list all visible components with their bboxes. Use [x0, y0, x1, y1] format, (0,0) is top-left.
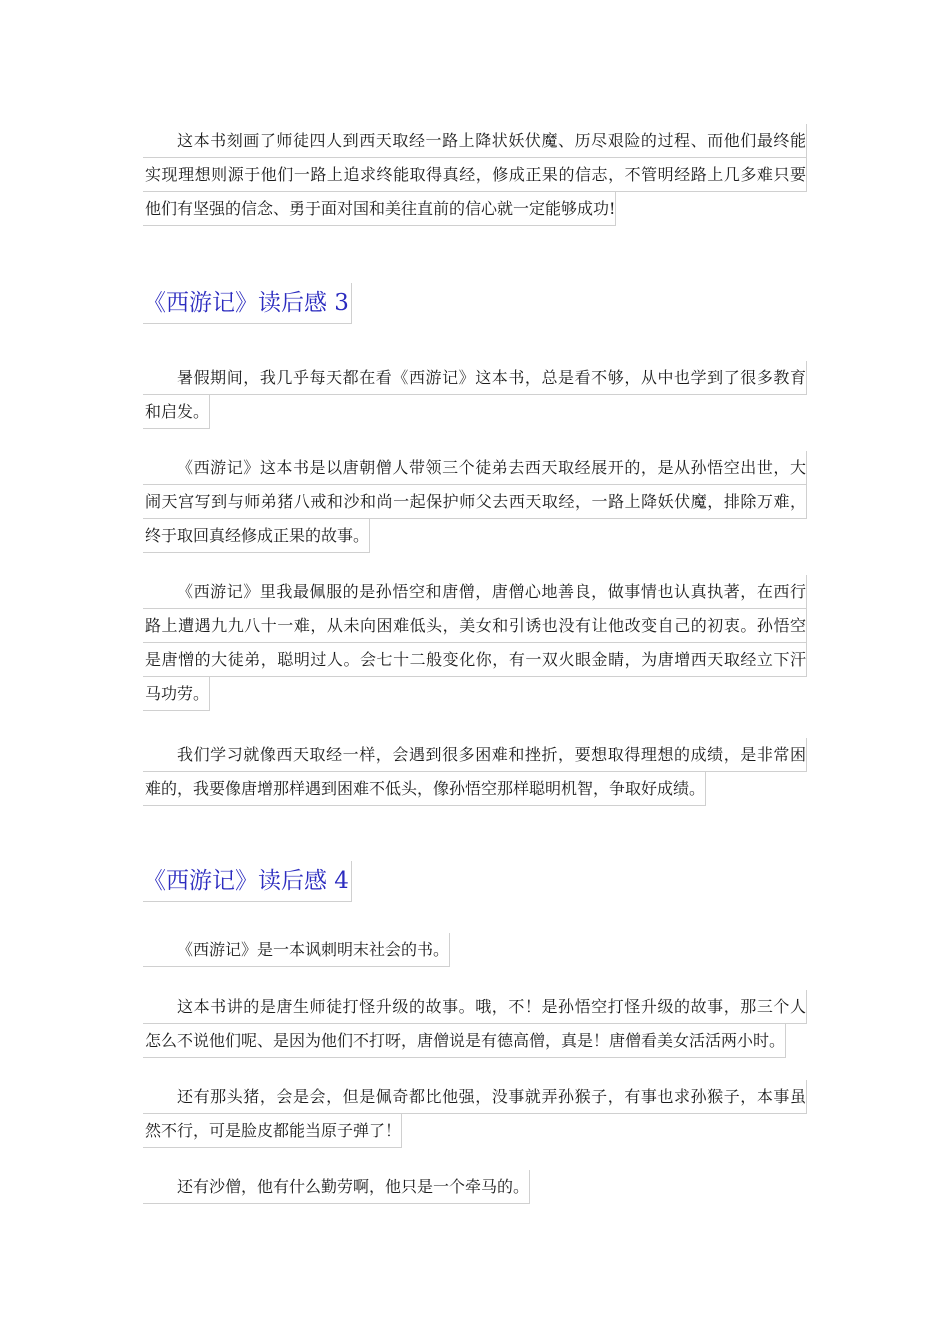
text-line: 然不行，可是脸皮都能当原子弹了！: [143, 1114, 402, 1148]
section-heading-4: 《西游记》读后感 4: [143, 861, 352, 902]
paragraph-4: [143, 575, 807, 723]
text-line: 他们有坚强的信念、勇于面对国和美往直前的信心就一定能够成功!: [143, 192, 616, 226]
text-line: 这本书刻画了师徒四人到西天取经一路上降状妖伏魔、历尽艰险的过程、而他们最终能: [143, 124, 807, 158]
paragraph-5: [143, 738, 807, 818]
section-heading-3: 《西游记》读后感 3: [143, 283, 352, 324]
paragraph-6: [143, 933, 450, 979]
text-line: 怎么不说他们呢、是因为他们不打呀，唐僧说是有德高僧，真是！唐僧看美女活活两小时。: [143, 1024, 786, 1058]
text-line: 《西游记》这本书是以唐朝僧人带领三个徒弟去西天取经展开的，是从孙悟空出世，大: [143, 451, 807, 485]
paragraph-2: [143, 361, 807, 441]
paragraph-9: [143, 1170, 530, 1216]
text-line: 是唐憎的大徒弟，聪明过人。会七十二般变化你，有一双火眼金睛，为唐增西天取经立下汗: [143, 643, 807, 677]
paragraph-3: [143, 451, 807, 565]
paragraph-1: [143, 124, 807, 238]
text-line: 实现理想则源于他们一路上追求终能取得真经，修成正果的信志，不管明经路上几多难只要: [143, 158, 807, 192]
text-line: 《西游记》是一本讽刺明末社会的书。: [143, 933, 450, 967]
text-line: 难的，我要像唐增那样遇到困难不低头，像孙悟空那样聪明机智，争取好成绩。: [143, 772, 706, 806]
text-line: 马功劳。: [143, 677, 210, 711]
paragraph-8: [143, 1080, 807, 1160]
paragraph-7: [143, 990, 807, 1070]
text-line: 暑假期间，我几乎每天都在看《西游记》这本书，总是看不够，从中也学到了很多教育: [143, 361, 807, 395]
text-line: 和启发。: [143, 395, 210, 429]
text-line: 还有那头猪，会是会，但是佩奇都比他强，没事就弄孙猴子，有事也求孙猴子，本事虽: [143, 1080, 807, 1114]
text-line: 还有沙僧，他有什么勤劳啊，他只是一个牵马的。: [143, 1170, 530, 1204]
text-line: 终于取回真经修成正果的故事。: [143, 519, 370, 553]
text-line: 我们学习就像西天取经一样，会遇到很多困难和挫折，要想取得理想的成绩，是非常困: [143, 738, 807, 772]
text-line: 闹天宫写到与师弟猪八戒和沙和尚一起保护师父去西天取经，一路上降妖伏魔，排除万难，: [143, 485, 807, 519]
text-line: 这本书讲的是唐生师徒打怪升级的故事。哦，不！是孙悟空打怪升级的故事，那三个人: [143, 990, 807, 1024]
text-line: 路上遭遇九九八十一难，从未向困难低头，美女和引诱也没有让他改变自己的初衷。孙悟空: [143, 609, 807, 643]
text-line: 《西游记》里我最佩服的是孙悟空和唐僧，唐僧心地善良，做事情也认真执著，在西行: [143, 575, 807, 609]
